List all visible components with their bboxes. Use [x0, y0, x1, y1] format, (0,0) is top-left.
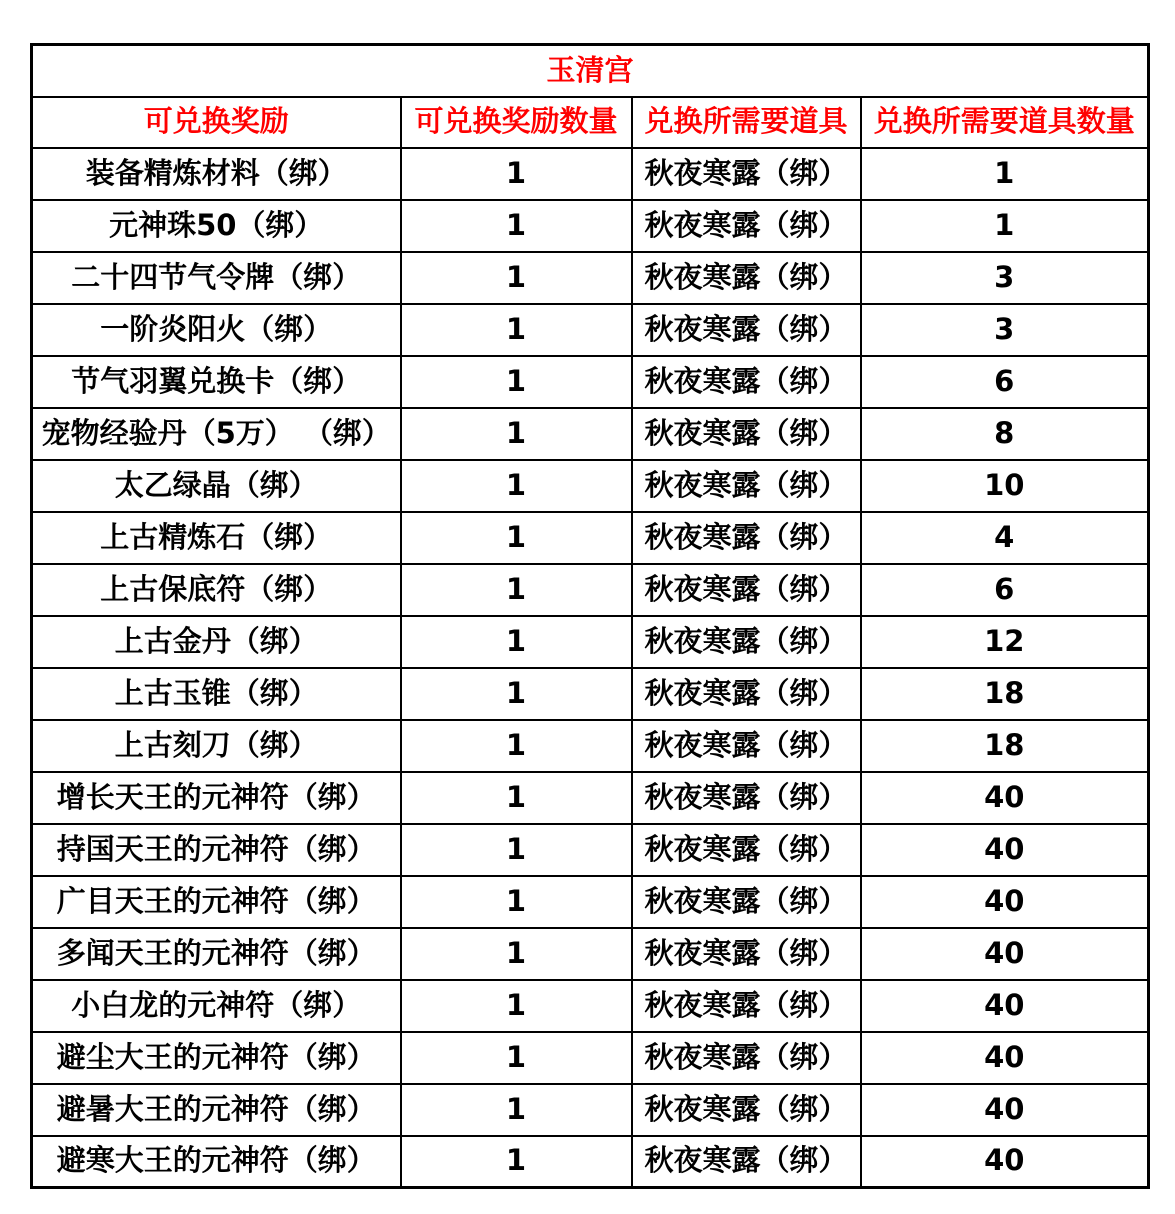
table-row [32, 460, 1149, 512]
cell-reward-quantity: 1 [401, 824, 632, 876]
cell-required-item-quantity: 8 [861, 408, 1149, 460]
cell-reward: 持国天王的元神符（绑） [32, 824, 401, 876]
cell-required-item-quantity: 3 [861, 252, 1149, 304]
cell-reward-quantity: 1 [401, 668, 632, 720]
table-row [32, 824, 1149, 876]
table-row [32, 304, 1149, 356]
cell-reward-quantity: 1 [401, 356, 632, 408]
cell-reward-quantity: 1 [401, 252, 632, 304]
cell-reward: 太乙绿晶（绑） [32, 460, 401, 512]
cell-required-item-quantity: 6 [861, 356, 1149, 408]
table-row [32, 356, 1149, 408]
table-header-row [32, 97, 1149, 148]
cell-reward: 避尘大王的元神符（绑） [32, 1032, 401, 1084]
cell-required-item-quantity: 12 [861, 616, 1149, 668]
table-body [32, 148, 1149, 1188]
cell-required-item-quantity: 40 [861, 1084, 1149, 1136]
table-row [32, 616, 1149, 668]
cell-reward-quantity: 1 [401, 876, 632, 928]
cell-required-item-quantity: 10 [861, 460, 1149, 512]
table-row [32, 252, 1149, 304]
table-row [32, 980, 1149, 1032]
table-row [32, 408, 1149, 460]
cell-reward: 元神珠50（绑） [32, 200, 401, 252]
table-row [32, 928, 1149, 980]
cell-reward: 上古玉锥（绑） [32, 668, 401, 720]
cell-required-item: 秋夜寒露（绑） [632, 252, 861, 304]
cell-required-item: 秋夜寒露（绑） [632, 668, 861, 720]
cell-reward-quantity: 1 [401, 304, 632, 356]
table-row [32, 512, 1149, 564]
cell-reward-quantity: 1 [401, 1136, 632, 1188]
cell-reward-quantity: 1 [401, 1084, 632, 1136]
cell-required-item: 秋夜寒露（绑） [632, 928, 861, 980]
cell-reward: 二十四节气令牌（绑） [32, 252, 401, 304]
cell-required-item: 秋夜寒露（绑） [632, 1136, 861, 1188]
column-header-required-item-quantity: 兑换所需要道具数量 [861, 97, 1149, 148]
cell-reward-quantity: 1 [401, 200, 632, 252]
cell-required-item-quantity: 40 [861, 980, 1149, 1032]
cell-reward-quantity: 1 [401, 928, 632, 980]
cell-required-item-quantity: 40 [861, 1032, 1149, 1084]
cell-reward-quantity: 1 [401, 460, 632, 512]
cell-reward-quantity: 1 [401, 512, 632, 564]
cell-required-item: 秋夜寒露（绑） [632, 1032, 861, 1084]
table-row [32, 200, 1149, 252]
cell-reward: 上古保底符（绑） [32, 564, 401, 616]
cell-reward: 节气羽翼兑换卡（绑） [32, 356, 401, 408]
cell-required-item-quantity: 40 [861, 1136, 1149, 1188]
cell-required-item: 秋夜寒露（绑） [632, 824, 861, 876]
cell-reward-quantity: 1 [401, 980, 632, 1032]
cell-reward: 广目天王的元神符（绑） [32, 876, 401, 928]
cell-required-item: 秋夜寒露（绑） [632, 200, 861, 252]
cell-required-item: 秋夜寒露（绑） [632, 1084, 861, 1136]
cell-required-item-quantity: 6 [861, 564, 1149, 616]
table-row [32, 1084, 1149, 1136]
cell-required-item-quantity: 40 [861, 876, 1149, 928]
cell-reward-quantity: 1 [401, 720, 632, 772]
cell-required-item-quantity: 3 [861, 304, 1149, 356]
cell-reward-quantity: 1 [401, 564, 632, 616]
cell-reward: 增长天王的元神符（绑） [32, 772, 401, 824]
cell-reward-quantity: 1 [401, 1032, 632, 1084]
column-header-reward-quantity: 可兑换奖励数量 [401, 97, 632, 148]
cell-required-item: 秋夜寒露（绑） [632, 980, 861, 1032]
cell-reward: 上古金丹（绑） [32, 616, 401, 668]
table-row [32, 772, 1149, 824]
cell-reward: 宠物经验丹（5万） （绑） [32, 408, 401, 460]
cell-reward-quantity: 1 [401, 616, 632, 668]
cell-required-item: 秋夜寒露（绑） [632, 564, 861, 616]
exchange-table [30, 43, 1150, 1189]
cell-reward: 避暑大王的元神符（绑） [32, 1084, 401, 1136]
table-row [32, 720, 1149, 772]
cell-reward: 上古刻刀（绑） [32, 720, 401, 772]
table-row [32, 148, 1149, 200]
table-title-row [32, 45, 1149, 97]
table-row [32, 1032, 1149, 1084]
cell-reward: 多闻天王的元神符（绑） [32, 928, 401, 980]
cell-reward-quantity: 1 [401, 772, 632, 824]
table-row [32, 1136, 1149, 1188]
cell-required-item: 秋夜寒露（绑） [632, 772, 861, 824]
cell-required-item-quantity: 40 [861, 772, 1149, 824]
table-row [32, 876, 1149, 928]
table-title: 玉清宫 [32, 45, 1149, 97]
cell-required-item: 秋夜寒露（绑） [632, 356, 861, 408]
cell-required-item-quantity: 4 [861, 512, 1149, 564]
cell-required-item: 秋夜寒露（绑） [632, 304, 861, 356]
cell-reward: 上古精炼石（绑） [32, 512, 401, 564]
exchange-table-container [30, 43, 1150, 1189]
cell-required-item-quantity: 1 [861, 200, 1149, 252]
cell-required-item-quantity: 18 [861, 720, 1149, 772]
cell-required-item: 秋夜寒露（绑） [632, 876, 861, 928]
cell-reward-quantity: 1 [401, 148, 632, 200]
table-row [32, 668, 1149, 720]
cell-required-item-quantity: 18 [861, 668, 1149, 720]
cell-required-item: 秋夜寒露（绑） [632, 616, 861, 668]
cell-required-item: 秋夜寒露（绑） [632, 512, 861, 564]
cell-reward: 装备精炼材料（绑） [32, 148, 401, 200]
cell-reward: 一阶炎阳火（绑） [32, 304, 401, 356]
cell-reward: 小白龙的元神符（绑） [32, 980, 401, 1032]
cell-required-item-quantity: 1 [861, 148, 1149, 200]
cell-required-item: 秋夜寒露（绑） [632, 408, 861, 460]
cell-required-item: 秋夜寒露（绑） [632, 460, 861, 512]
cell-required-item-quantity: 40 [861, 824, 1149, 876]
cell-required-item: 秋夜寒露（绑） [632, 148, 861, 200]
cell-required-item-quantity: 40 [861, 928, 1149, 980]
column-header-reward: 可兑换奖励 [32, 97, 401, 148]
table-row [32, 564, 1149, 616]
cell-reward: 避寒大王的元神符（绑） [32, 1136, 401, 1188]
cell-reward-quantity: 1 [401, 408, 632, 460]
column-header-required-item: 兑换所需要道具 [632, 97, 861, 148]
cell-required-item: 秋夜寒露（绑） [632, 720, 861, 772]
